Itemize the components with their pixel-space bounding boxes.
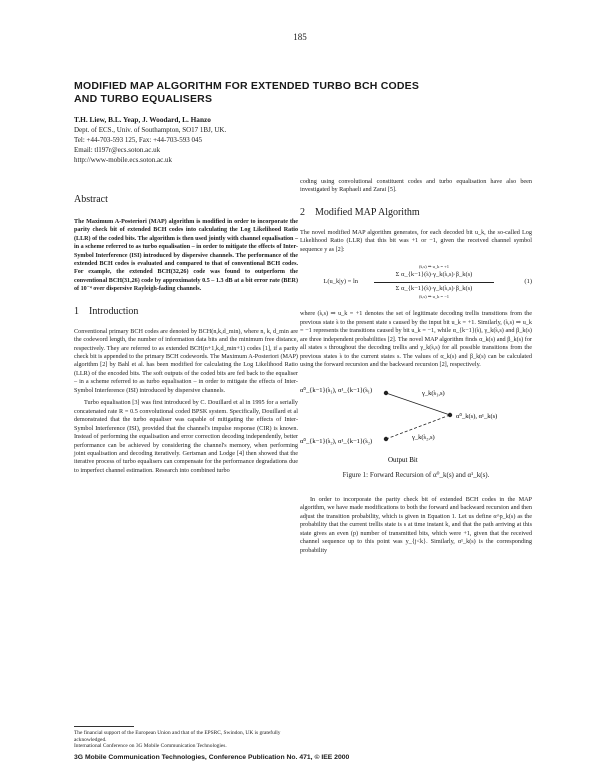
fraction-bar	[374, 282, 494, 283]
section-2-heading	[300, 207, 532, 219]
intro-paragraph-2: Turbo equalisation [3] was first introduced by C. Douillard et al in 1995 for a serially concatenated rate R = 0.5 convolutional coded BPSK system. Specifically, Douillard et al demonstrated that the turbo equaliser was capable of mitigating the effects of Inter-Symbol Interference (ISI), provided that the channel's impulse response (CIR) is known. Instead of performing the equalisation and error correction decoding independently, better performance can be achieved by considering the channel's memory, when performing joint equalisation and decoding iteratively. Gertsman and Lodge [4] then showed that the iterative process of turbo equalisers can compensate for the performance degradations due to imperfect channel estimation. Research into combined turbo	[74, 399, 298, 474]
label-alpha-s1: α⁰_{k−1}(s̀₁), α¹_{k−1}(s̀₁)	[300, 387, 373, 395]
author-email: Email: tl197r@ecs.soton.ac.uk	[74, 146, 161, 154]
left-column	[74, 178, 298, 479]
sum-index-top: (s̀,s) ⇒ u_k = +1	[419, 263, 449, 269]
section-title: Modified MAP Algorithm	[315, 206, 420, 218]
section-2-paragraph-1: The novel modified MAP algorithm generates, for each decoded bit u_k, the so-called Log Likelihood Ratio (LLR) that this bit was +1 or −1, given the received channel symbol sequence y as [2]:	[300, 228, 532, 253]
label-alpha-s2: α⁰_{k−1}(s̀₂), α¹_{k−1}(s̀₂)	[300, 438, 373, 446]
section-2-paragraph-2: where (s̀,s) ⇒ u_k = +1 denotes the set of legitimate decoding trellis transitions from the previous state s̀ to the present state s caused by the input bit u_k = +1. Similarly, (s̀,s) ⇒ u_k = −1 represents the transitions caused by bit u_k = −1, while α_{k−1}(s̀), γ_k(s̀,s) and β_k(s) are three independent probabilities [2]. The novel MAP algorithm finds α_k(s) and β_k(s) for all states s throughout the decoding trellis and γ_k(s̀,s) for all possible transitions from the previous states s̀ to the current states s. The values of α_k(s) and β_k(s) can be calculated using the forward recursion and the backward recursion [2], respectively.	[300, 310, 532, 368]
footnote-1: The financial support of the European Union and that of the EPSRC, Swindon, UK is gratefully acknowledged.	[74, 730, 281, 743]
label-gamma-1: γ_k(s̀₁,s)	[422, 390, 445, 398]
figure-1-caption: Figure 1: Forward Recursion of α⁰_k(s) and α¹_k(s).	[342, 471, 490, 480]
equation-denominator: Σ α_{k−1}(s̀)·γ_k(s̀,s)·β_k(s)	[395, 284, 473, 292]
title-line-1: MODIFIED MAP ALGORITHM FOR EXTENDED TURBO BCH CODES	[74, 80, 420, 92]
author-url: http://www-mobile.ecs.soton.ac.uk	[74, 156, 172, 164]
section-2-paragraph-3: In order to incorporate the parity check bit of extended BCH codes in the MAP algorithm, we have made modifications to both the forward and backward recursion and then adjust the transition probability, which is given in Equation 1. Let us define α^p_k(s) as the probability that the current trellis state is s at time instant k, and that the path arriving at this state gives an even (p) number of transmitted bits, which were +1, given that the received channel sequence up to this point was y_{j<k}. Similarly, α¹_k(s) is the corresponding probability	[300, 495, 532, 554]
label-alpha-s: α⁰_k(s), α¹_k(s)	[456, 413, 498, 421]
equation-lhs: L(u_k|y) = ln	[323, 278, 358, 286]
figure-1	[300, 373, 532, 467]
equation-fraction	[362, 263, 506, 302]
page-number: 185	[293, 32, 307, 42]
output-bit-label: Output Bit	[388, 456, 418, 465]
author-block	[74, 115, 394, 165]
section-number: 2	[300, 206, 305, 218]
sum-index-bottom: (s̀,s) ⇒ u_k = −1	[419, 294, 449, 300]
intro-paragraph-1: Conventional primary BCH codes are denoted by BCH(n,k,d_min), where n, k, d_min are the codeword length, the number of information data bits and the minimum free distance, respectively. They are referred to as extended BCH(n+1,k,d_min+1) codes [1], if a parity check bit is appended to the primary BCH codewords. The Maximum A-Posteriori (MAP) algorithm [2] by Bahl et al. has been modified for calculating the Log Likelihood Ratio (LLR) of the encoded bits. The soft outputs of the coded bits are fed back to the equaliser – in a scheme referred to as turbo equalisation – in order to mitigate the effects of Inter-Symbol Interference (ISI) introduced by dispersive channels.	[74, 327, 298, 394]
section-title: Introduction	[89, 305, 139, 317]
conference-footer: 3G Mobile Communication Technologies, Conference Publication No. 471, © IEE 2000	[74, 754, 350, 761]
right-column	[300, 178, 532, 559]
abstract-heading: Abstract	[74, 194, 108, 205]
equation-1	[300, 260, 532, 304]
label-gamma-2: γ_k(s̀₂,s)	[412, 434, 435, 442]
title-line-2: AND TURBO EQUALISERS	[74, 93, 213, 105]
introduction-heading	[74, 306, 298, 318]
forward-recursion-diagram	[300, 373, 532, 467]
equation-numerator: Σ α_{k−1}(s̀)·γ_k(s̀,s)·β_k(s)	[395, 271, 473, 279]
footnotes	[74, 730, 298, 750]
equation-number: (1)	[524, 278, 532, 286]
footnote-2: International Conference on 3G Mobile Communication Technologies.	[74, 743, 227, 750]
author-names: T.H. Liew, B.L. Yeap, J. Woodard, L. Hanzo	[74, 115, 211, 124]
author-tel-fax: Tel: +44-703-593 125, Fax: +44-703-593 045	[74, 136, 202, 144]
section-number: 1	[74, 305, 79, 317]
footnote-divider	[74, 726, 134, 727]
abstract-text: The Maximum A-Posteriori (MAP) algorithm is modified in order to incorporate the parity check bit of extended BCH codes into calculating the Log Likelihood Ratio (LLR) of the coded bits. The algorithm is then used jointly with channel equalisation – in a scheme referred to as turbo equalisation – in order to mitigate the effects of Inter-Symbol Interference (ISI) introduced by dispersive channels. The performance of the extended BCH codes is evaluated and compared to that of conventional BCH codes. For example, the extended BCH(32,26) code was found to outperform the conventional BCH(31,26) code by approximately 0.5 – 1.3 dB at a bit error rate (BER) of 10⁻⁴ over dispersive Rayleigh-fading channels.	[74, 219, 298, 293]
paper-title	[74, 80, 544, 106]
intro-continuation: coding using convolutional constituent codes and turbo equalisation have also been investigated by Raphaeli and Zarai [5].	[300, 178, 532, 194]
author-affiliation: Dept. of ECS., Univ. of Southampton, SO17 1BJ, UK.	[74, 126, 227, 134]
